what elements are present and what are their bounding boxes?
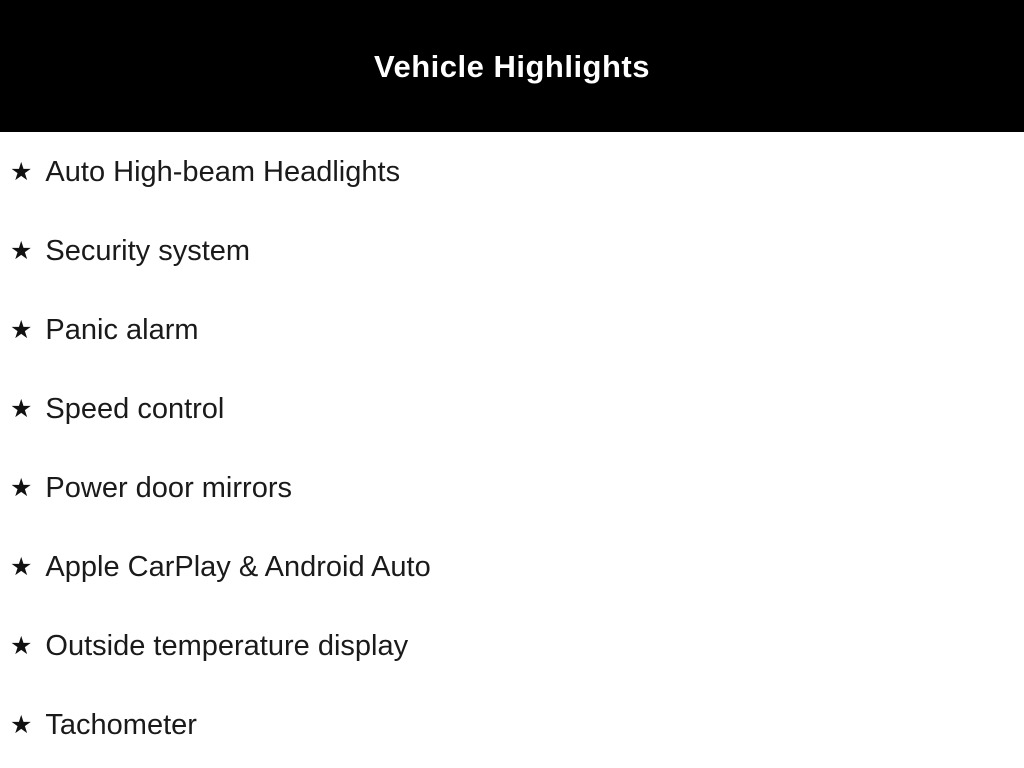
page-title: Vehicle Highlights [374, 48, 650, 84]
feature-label: Speed control [45, 393, 225, 425]
star-icon: ★ [10, 316, 33, 344]
list-item [10, 632, 1024, 661]
list-item [10, 395, 1024, 424]
feature-label: Panic alarm [45, 314, 199, 346]
page-header [0, 0, 1024, 132]
list-item [10, 553, 1024, 582]
star-icon: ★ [10, 553, 33, 581]
star-icon: ★ [10, 632, 33, 660]
vehicle-highlights-list [0, 132, 1024, 740]
star-icon: ★ [10, 711, 33, 739]
star-icon: ★ [10, 474, 33, 502]
list-item [10, 474, 1024, 503]
feature-label: Auto High-beam Headlights [45, 156, 401, 188]
list-item [10, 237, 1024, 266]
feature-label: Power door mirrors [45, 472, 292, 504]
list-item [10, 158, 1024, 187]
feature-label: Security system [45, 235, 251, 267]
list-item [10, 711, 1024, 740]
star-icon: ★ [10, 237, 33, 265]
list-item [10, 316, 1024, 345]
feature-label: Outside temperature display [45, 630, 409, 662]
star-icon: ★ [10, 158, 33, 186]
star-icon: ★ [10, 395, 33, 423]
feature-label: Tachometer [45, 709, 197, 741]
feature-label: Apple CarPlay & Android Auto [45, 551, 431, 583]
